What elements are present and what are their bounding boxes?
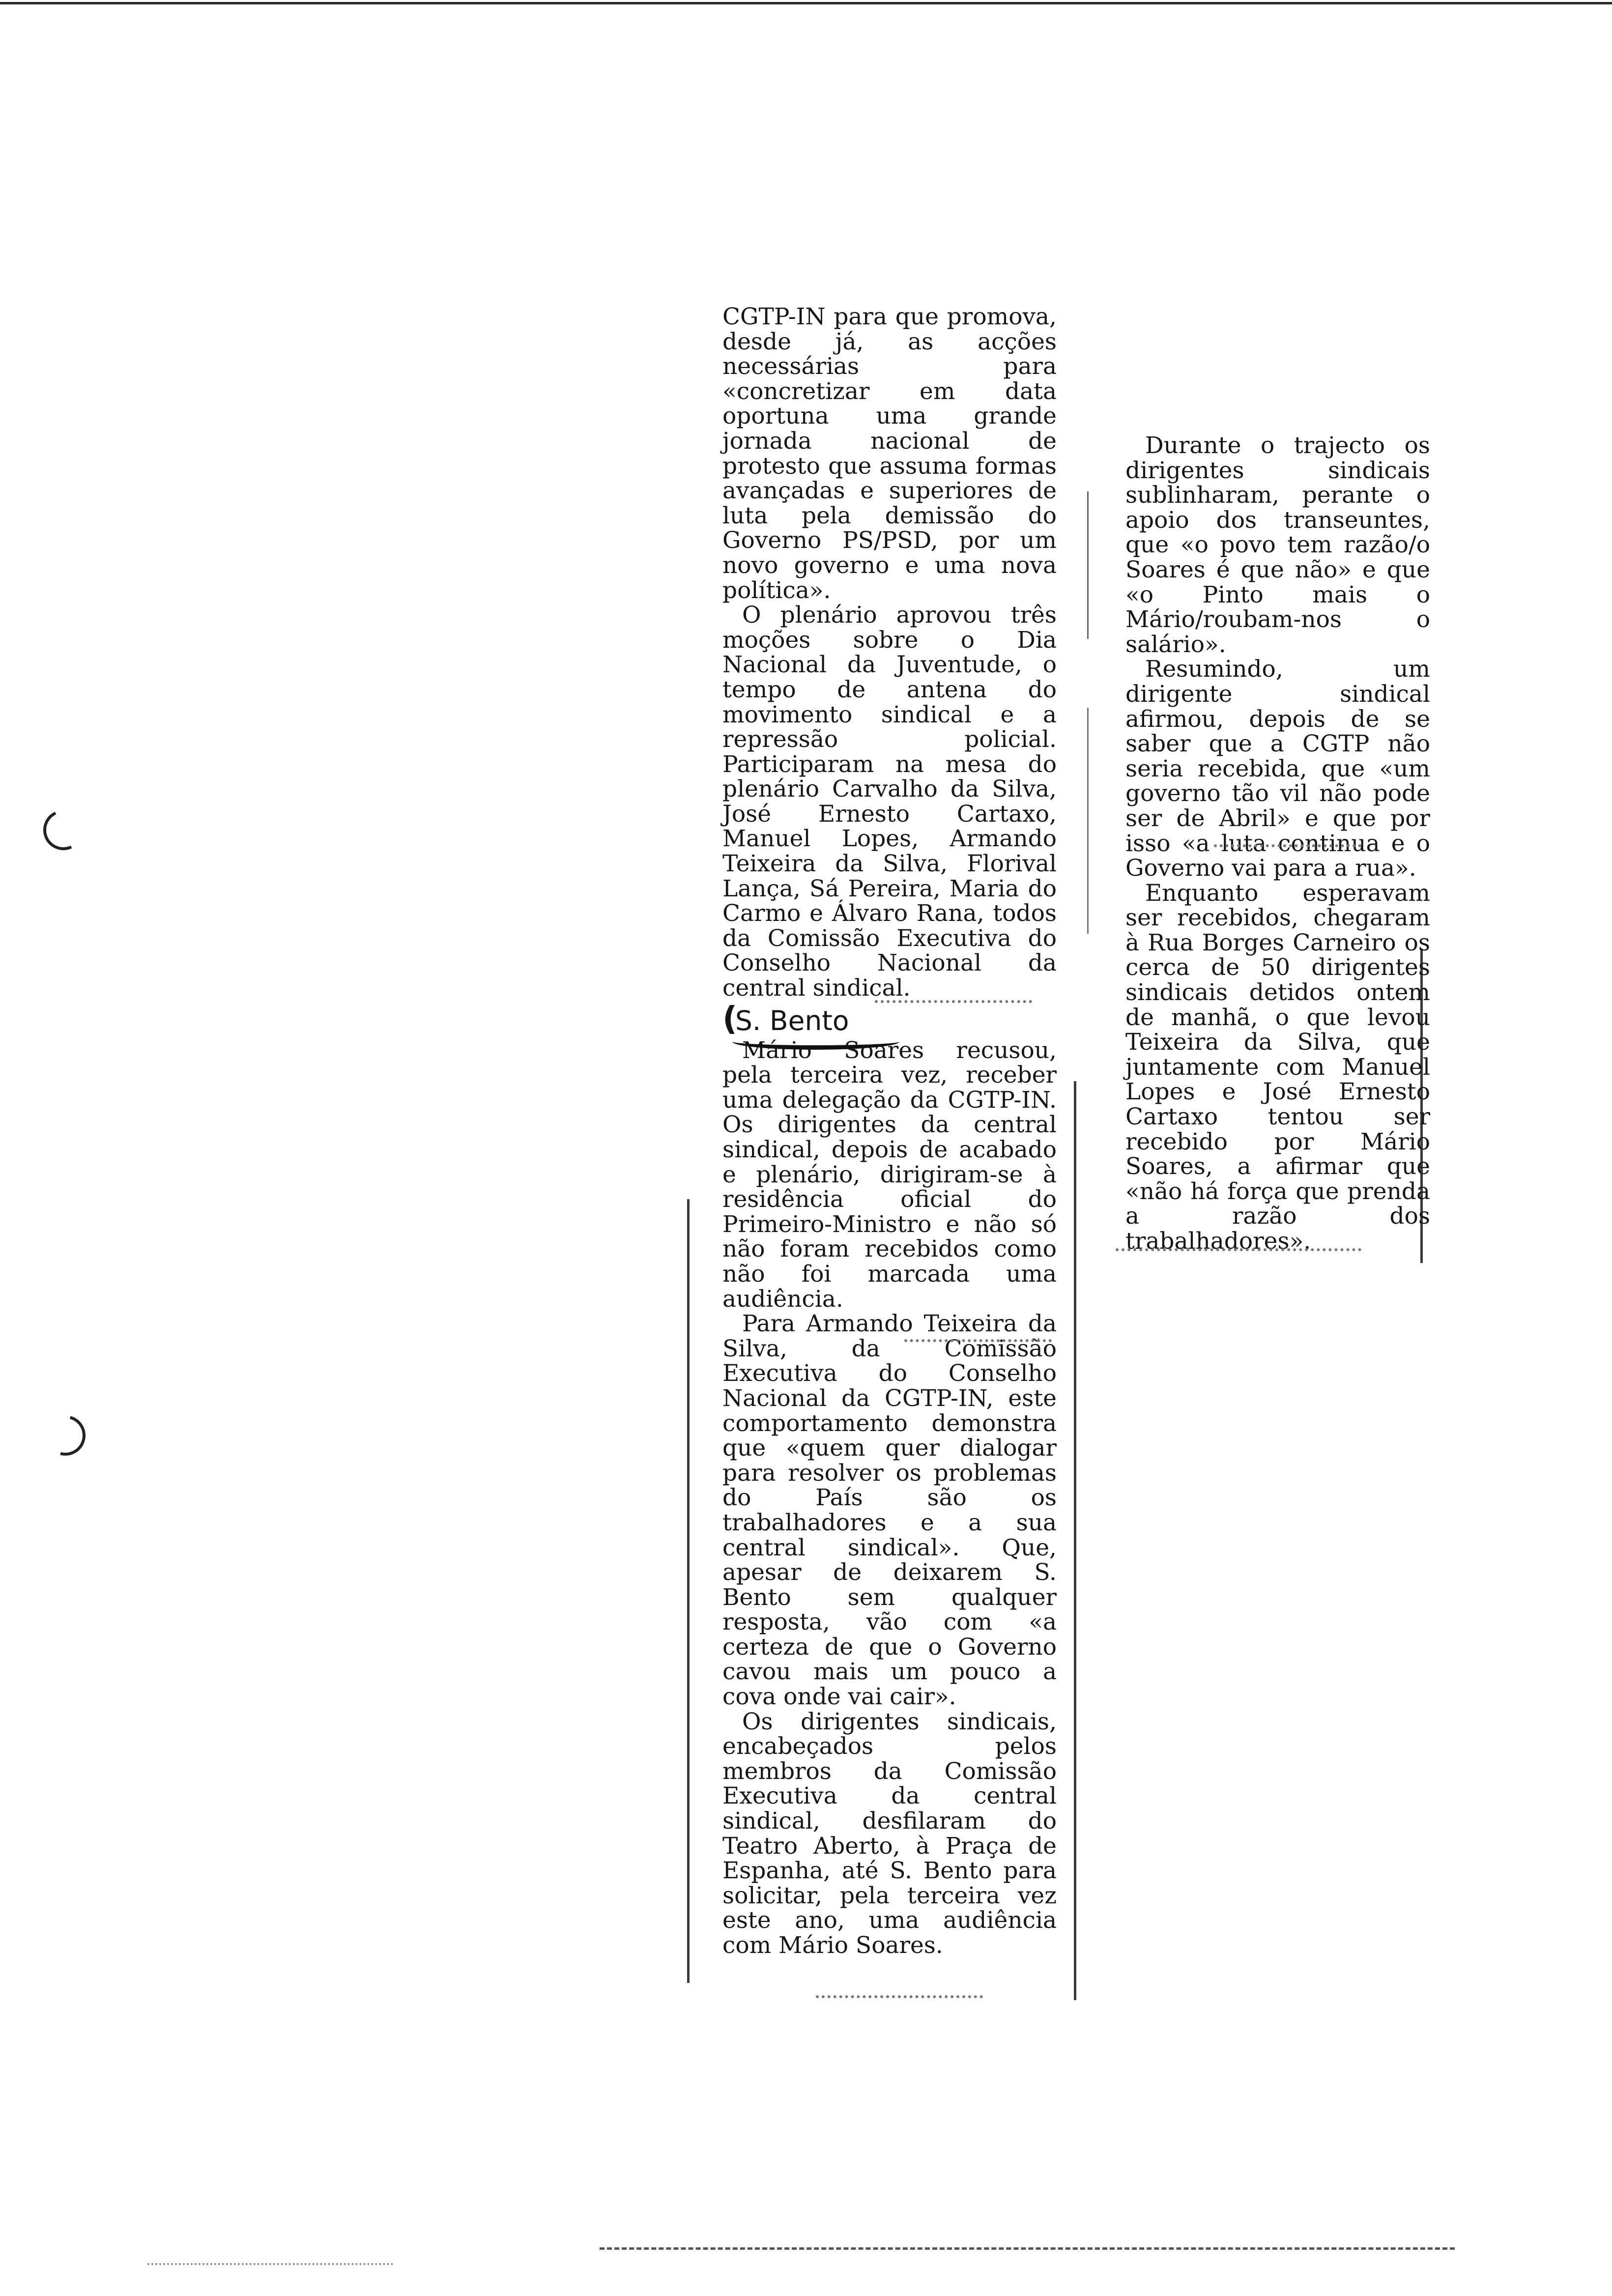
paragraph: Enquanto esperavam ser recebidos, chegaram à Rua Borges Carneiro os cerca de 50 dirigentes sindicais detidos ontem de manhã, o que levou Teixeira da Silva, que juntamente com Manuel Lopes e José Ernesto Cartaxo tentou ser recebido por Mário Soares, a afirmar que «não há força que prenda a razão dos trabalhadores». (1125, 879, 1430, 1255)
paragraph: Para Armando Teixeira da Silva, da Comissão Executiva do Conselho Nacional da CGTP-IN, este comportamento demonstra que «quem quer dialogar para resolver os problemas do País são os trabalhadores e a sua central sindical». Que, apesar de deixarem S. Bento sem qualquer resposta, vão com «a certeza de que o Governo cavou mais um pouco a cova onde vai cair». (722, 1310, 1057, 1711)
subhead-underline-swoosh (732, 1033, 899, 1050)
scan-noise (816, 1995, 983, 2002)
paragraph: Os dirigentes sindicais, encabeçados pelos membros da Comissão Executiva da central sindical, desfilaram do Teatro Aberto, à Praça de Espanha, até S. Bento para solicitar, pela terceira vez este ano, uma audiência com Mário Soares. (722, 1708, 1057, 1959)
paragraph: Durante o trajecto os dirigentes sindicais sublinharam, perante o apoio dos transeuntes, que «o povo tem razão/o Soares é que não» e que «o Pinto mais o Mário/roubam-nos o salário». (1125, 432, 1430, 658)
section-subhead (722, 999, 849, 1037)
top-scan-edge (0, 2, 1612, 4)
bottom-scan-edge (600, 2247, 1455, 2250)
column-rule-faint-upper (1087, 491, 1089, 639)
subhead-text: S. Bento (735, 1004, 849, 1036)
paragraph: Resumindo, um dirigente sindical afirmou, depois de se saber que a CGTP não seria recebida, que «um governo tão vil não pode ser de Abril» e que por isso «a luta continua e o Governo vai para a rua». (1125, 656, 1430, 882)
article-column-left (722, 305, 1057, 1958)
paragraph: CGTP-IN para que promova, desde já, as acções necessárias para «concretizar em data oportuna uma grande jornada nacional de protesto que assuma formas avançadas e superiores de luta pela demissão do Governo PS/PSD, por um novo governo e uma nova política». (722, 303, 1057, 604)
article-column-right (1125, 433, 1430, 1254)
paragraph: O plenário aprovou três moções sobre o Dia Nacional da Juventude, o tempo de antena do movimento sindical e a repressão policial. Participaram na mesa do plenário Carvalho da Silva, José Ernesto Cartaxo, Manuel Lopes, Armando Teixeira da Silva, Florival Lança, Sá Pereira, Maria do Carmo e Álvaro Rana, todos da Comissão Executiva do Conselho Nacional da central sindical. (722, 602, 1057, 1002)
column-rule-left (687, 1199, 690, 1983)
bottom-scan-edge-left (147, 2263, 393, 2265)
scan-noise (1116, 1248, 1361, 1255)
scan-noise (1214, 844, 1361, 851)
column-rule-middle (1074, 1081, 1076, 2000)
scan-noise (904, 1339, 1052, 1346)
scan-noise (875, 1000, 1032, 1007)
punch-hole-top (37, 804, 89, 856)
column-rule-faint-lower (1087, 708, 1089, 934)
punch-hole-bottom (38, 1408, 93, 1463)
subhead-bracket-mark: ( (722, 999, 738, 1037)
paragraph: Mário Soares recusou, pela terceira vez, receber uma delegação da CGTP-IN. Os dirigentes da central sindical, depois de acabado e plenário, dirigiram-se à residência oficial do Primeiro-Ministro e não só não foram recebidos como não foi marcada uma audiência. (722, 1036, 1057, 1313)
